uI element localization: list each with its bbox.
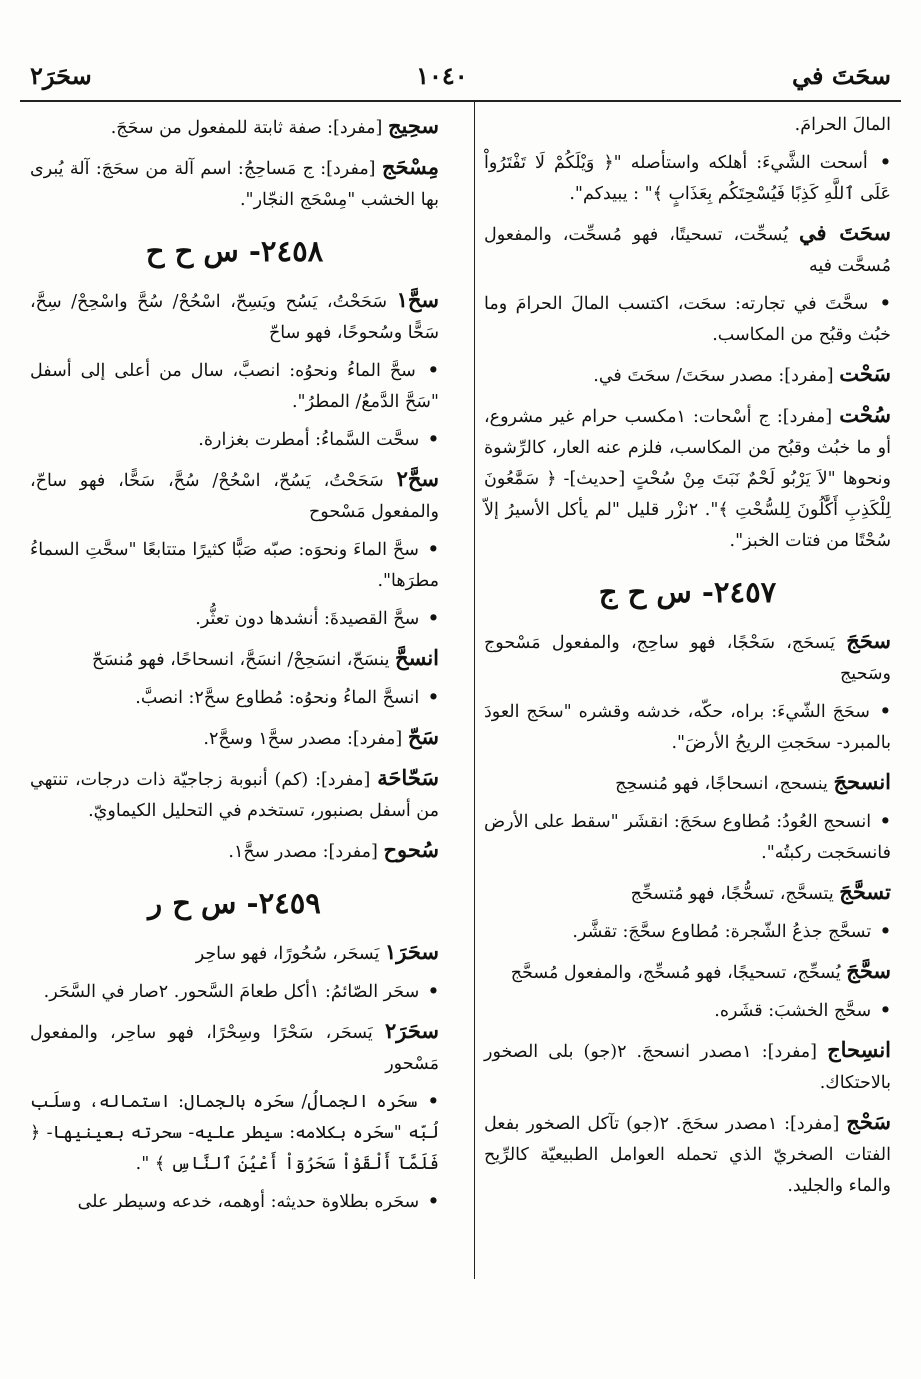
bullet-marker: •: [427, 361, 439, 381]
definition-text: أسحت الشَّيءَ: أهلكه واستأصله "﴿ وَيْلَكُمْ لَا تَفْتَرُواْ عَلَى ٱللَّهِ كَذِبًا فَيُسْحِتَكُم بِعَذَابٍ ﴾" : يبيدكم".: [484, 153, 891, 204]
entry-paragraph: [484, 110, 891, 141]
entry-paragraph: [484, 358, 891, 392]
definition-text: يُسحِّج، تسحيجًا، فهو مُسحِّج، والمفعول مُسحَّج: [510, 963, 841, 983]
headword: سحَرَ٢: [384, 1018, 439, 1043]
bullet-marker: •: [879, 1001, 891, 1021]
headword: سحَّجَ: [846, 958, 891, 983]
definition-text: انسحج العُودُ: مُطاوع سحَجَ: انقشَر "سقط على الأرض فانسحَجت ركبتُه".: [484, 812, 891, 863]
definition-text: [مفرد]: (كم) أنبوبة زجاجيّة ذات درجات، تنتهي من أسفل بصنبور، تستخدم في التحليل الكيماويّ.: [30, 770, 439, 821]
headword: انسِحاج: [827, 1037, 892, 1062]
definition-text: المالَ الحرامَ.: [794, 115, 891, 135]
definition-text: سحَر الصّائمُ: ١أكل طعامَ السَّحور. ٢صار في السَّحَر.: [43, 982, 420, 1002]
sense-paragraph: [484, 917, 891, 948]
definition-text: يَسحَج، سَحْجًا، فهو ساحِج، والمفعول مَسْحوج وسَحيج: [484, 633, 891, 684]
headword: سَحْج: [846, 1109, 891, 1134]
page-header: [30, 52, 891, 98]
sense-paragraph: [30, 1087, 439, 1180]
bullet-marker: •: [427, 982, 439, 1002]
definition-text: يُسحِّت، تسحيتًا، فهو مُسحِّت، والمفعول مُسحَّت فيه: [484, 225, 891, 276]
root-section-heading: ٢٤٥٧- س ح ج: [598, 575, 777, 609]
sense-paragraph: [484, 996, 891, 1027]
headword: سحَجَ: [846, 628, 891, 653]
definition-text: [مفرد]: ج أسْحات: ١مكسب حرام غير مشروع، أو ما خبُث وقبُح من المكاسب، فلزم عنه العار، كالرِّشوة ونحوها "لاَ يَرْبُو لَحْمٌ نَبَتَ مِنْ سُحْتٍ [حديث]- ﴿ سَمَّٰعُونَ لِلْكَذِبِ أَكَّٰلُونَ لِلسُّحْتِ ﴾". ٢نزْر قليل "لم يأكل الأسيرُ إلاّ سُحْتًا من فتات الخبز".: [484, 407, 891, 551]
definition-text: سحَّ القصيدةَ: أنشدها دون تعثُّر.: [195, 609, 420, 629]
definition-text: ينسحج، انسحاجًا، فهو مُنسحِج: [615, 774, 828, 794]
definition-text: سحَّتَ في تجارته: سحَت، اكتسب المالَ الحرامَ وما خبُث وقبُح من المكاسب.: [484, 294, 891, 345]
definition-text: سحَّ الماءُ ونحوُه: انصبَّ، سال من أعلى إلى أسفل "سَحَّ الدَّمعُ/ المطرُ".: [30, 361, 439, 412]
definition-text: يتسحَّج، تسحُّجًا، فهو مُتسحِّج: [630, 884, 834, 904]
headword: سَحْت: [839, 361, 891, 386]
entry-paragraph: [484, 955, 891, 989]
sense-paragraph: [30, 425, 439, 456]
definition-text: سحَره الجمالُ/ سحَره بالجمال: استماله، وسلَب لُبّه "سحَره بكلامه: سيطر عليه- سحرته بعينيها- ﴿ فَلَمَّآ أَلْقَوْاْ سَحَرُوٓاْ أَعْيُنَ ٱلنَّاسِ ﴾ ".: [30, 1092, 439, 1174]
definition-text: ينسَحّ، انسَحِحْ/ انسَحَّ، انسحاحًا، فهو مُنسَحّ: [92, 650, 390, 670]
headword: سحَتَ في: [799, 220, 891, 245]
sense-paragraph: [30, 535, 439, 597]
bullet-marker: •: [427, 1092, 439, 1112]
right-column: [484, 110, 891, 1299]
definition-text: تسحَّج جذعُ الشّجرة: مُطاوع سحَّجَ: تقشَّر.: [572, 922, 872, 942]
headword: انسحَّ: [395, 645, 439, 670]
entry-paragraph: [484, 217, 891, 282]
headword: سُحْت: [839, 402, 891, 427]
entry-paragraph: [30, 762, 439, 827]
entry-paragraph: [30, 463, 439, 528]
definition-text: [مفرد]: ١مصدر سحَجَ. ٢(جو) تآكل الصخور بفعل الفتات الصخريّ الذي تحمله العوامل الطبيعيّة كالرِّيح والماء والجليد.: [484, 1114, 891, 1196]
entry-paragraph: [484, 766, 891, 800]
root-section-heading: ٢٤٥٩- س ح ر: [148, 886, 321, 920]
bullet-marker: •: [879, 294, 891, 314]
sense-paragraph: [30, 1187, 439, 1218]
entry-paragraph: [484, 1106, 891, 1202]
definition-text: سَحَحْتُ، يَسُح ويَسِحّ، اسْحُحْ/ سُحَّ واسْحِحْ/ سِحَّ، سَحًّا وسُحوحًا، فهو ساحّ: [30, 292, 439, 343]
entry-paragraph: [30, 151, 439, 216]
bullet-marker: •: [879, 702, 891, 722]
definition-text: [مفرد]: صفة ثابتة للمفعول من سحَجَ.: [110, 118, 383, 138]
definition-text: انسحَّ الماءُ ونحوُه: مُطاوع سحَّ٢: انصبَّ.: [135, 688, 420, 708]
header-right-guide-word: سحَتَ في: [791, 60, 891, 90]
definition-text: سحَّت السَّماءُ: أمطرت بغزارة.: [198, 430, 420, 450]
entry-paragraph: [30, 721, 439, 755]
headword: انسحجَ: [833, 769, 891, 794]
definition-text: سَحَحْتُ، يَسُحّ، اسْحُحْ/ سُحَّ، سَحًّا، فهو ساحّ، والمفعول مَسْحوح: [30, 471, 439, 522]
definition-text: [مفرد]: ١مصدر انسحجَ. ٢(جو) بلى الصخور بالاحتكاك.: [484, 1042, 891, 1093]
entry-paragraph: [30, 834, 439, 868]
entry-paragraph: [30, 110, 439, 144]
entry-paragraph: [30, 284, 439, 349]
bullet-marker: •: [427, 1192, 439, 1212]
headword: تسحَّجَ: [839, 879, 891, 904]
definition-text: يَسحَر، سُحُورًا، فهو ساحِر: [195, 944, 380, 964]
column-divider: [474, 100, 475, 1279]
bullet-marker: •: [879, 153, 891, 173]
headword: سحِيج: [387, 113, 439, 138]
bullet-marker: •: [427, 688, 439, 708]
bullet-marker: •: [427, 609, 439, 629]
sense-paragraph: [484, 289, 891, 351]
entry-paragraph: [30, 936, 439, 970]
entry-paragraph: [30, 642, 439, 676]
bullet-marker: •: [879, 812, 891, 832]
entry-paragraph: [484, 399, 891, 557]
bullet-marker: •: [879, 922, 891, 942]
headword: سحَّ١: [396, 287, 439, 312]
definition-text: سحَّج الخشبَ: قشَره.: [714, 1001, 872, 1021]
definition-text: [مفرد]: مصدر سحَتَ/ سحَتَ في.: [593, 366, 834, 386]
bullet-marker: •: [427, 430, 439, 450]
headword: سَحّاحَة: [377, 765, 439, 790]
definition-text: سحَجَ الشّيءَ: براه، حكّه، خدشه وقشره "سحَج العودَ بالمبرد- سحَجتِ الريحُ الأرضَ".: [484, 702, 891, 753]
header-left-guide-word: سحَرَ٢: [30, 60, 92, 90]
sense-paragraph: [30, 604, 439, 635]
entry-paragraph: [30, 1015, 439, 1080]
definition-text: سحَّ الماءَ ونحوَه: صبّه صَبًّا كثيرًا متتابعًا "سحَّتِ السماءُ مطرَها".: [30, 540, 439, 591]
entry-paragraph: [484, 876, 891, 910]
headword: مِسْحَج: [381, 154, 439, 179]
sense-paragraph: [30, 977, 439, 1008]
sense-paragraph: [30, 683, 439, 714]
definition-text: [مفرد]: ج مَساحِجُ: اسم آلة من سحَجَ: آلة يُبرى بها الخشب "مِسْحَج النجّار".: [30, 159, 439, 210]
entry-paragraph: [484, 625, 891, 690]
headword: سَحّ: [407, 724, 439, 749]
sense-paragraph: [484, 148, 891, 210]
definition-text: [مفرد]: مصدر سحَّ١.: [228, 842, 378, 862]
headword: سُحوح: [383, 837, 439, 862]
entry-paragraph: [484, 1034, 891, 1099]
definition-text: يَسحَر، سَحْرًا وسِحْرًا، فهو ساحِر، والمفعول مَسْحور: [30, 1023, 439, 1074]
sense-paragraph: [30, 356, 439, 418]
bullet-marker: •: [427, 540, 439, 560]
sense-paragraph: [484, 807, 891, 869]
page-number: ١٠٤٠: [416, 60, 468, 90]
headword: سحَرَ١: [384, 939, 439, 964]
definition-text: سحَره بطلاوة حديثه: أوهمه، خدعه وسيطر على: [77, 1192, 420, 1212]
left-column: [30, 110, 439, 1299]
sense-paragraph: [484, 697, 891, 759]
definition-text: [مفرد]: مصدر سحَّ١ وسحَّ٢.: [203, 729, 403, 749]
header-divider: [20, 100, 901, 102]
headword: سحَّ٢: [396, 466, 439, 491]
root-section-heading: ٢٤٥٨- س ح ح: [145, 234, 324, 268]
